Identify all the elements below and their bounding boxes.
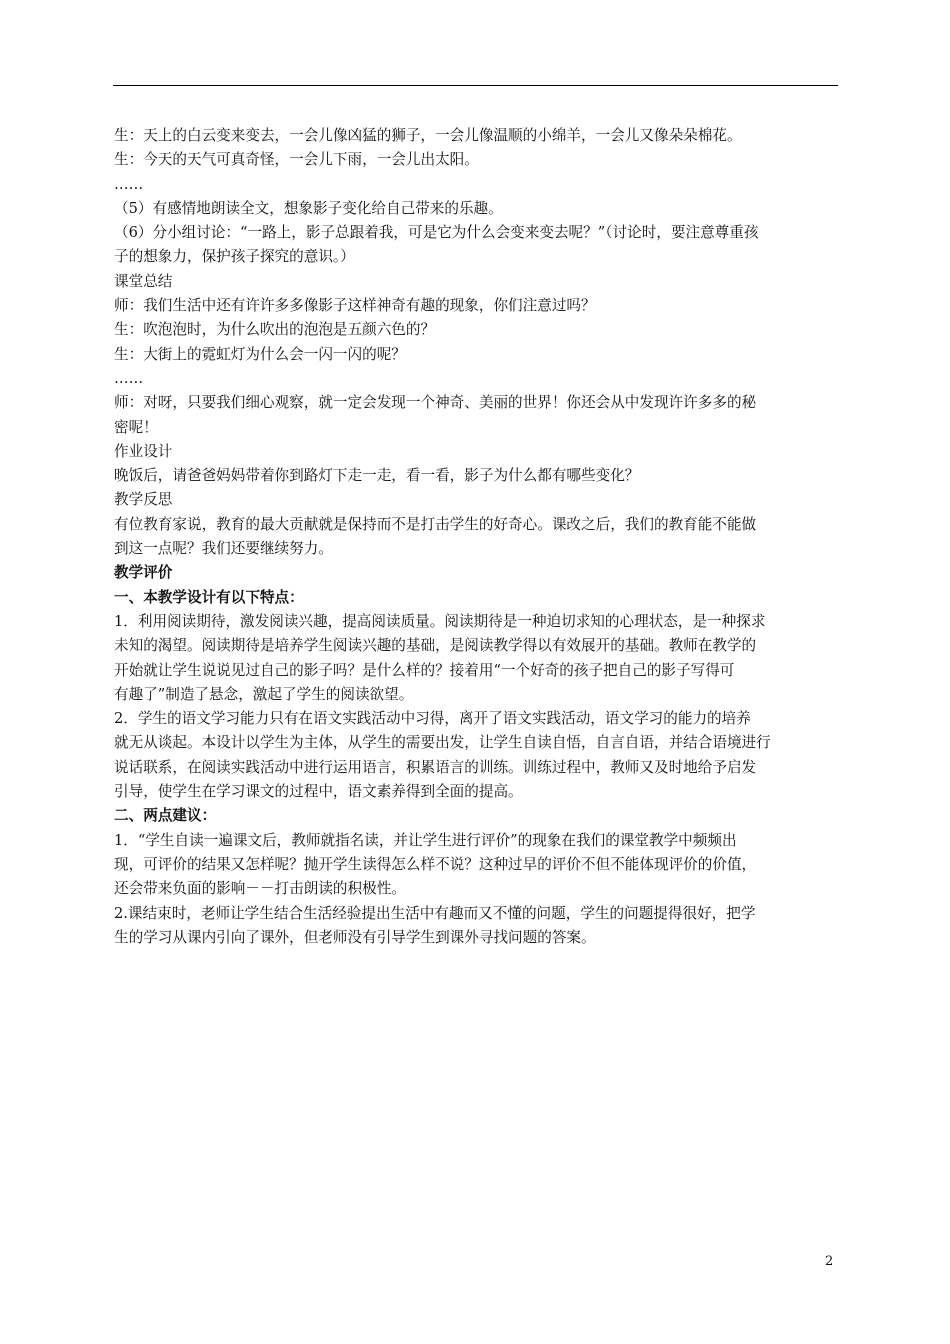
text-line: 生的学习从课内引向了课外，但老师没有引导学生到课外寻找问题的答案。	[114, 928, 596, 946]
text-line: 作业设计	[114, 442, 173, 460]
header-rule	[113, 85, 838, 86]
text-line: 未知的渴望。阅读期待是培养学生阅读兴趣的基础，是阅读教学得以有效展开的基础。教师在教学的	[114, 637, 757, 655]
text-line: 子的想象力，保护孩子探究的意识。）	[114, 248, 355, 266]
text-line: 师：对呀，只要我们细心观察，就一定会发现一个神奇、美丽的世界！你还会从中发现许许多多的秘	[114, 394, 757, 412]
text-line: 现，可评价的结果又怎样呢？抛开学生读得怎么样不说？这种过早的评价不但不能体现评价的价值，	[114, 855, 757, 873]
section-heading: 一、本教学设计有以下特点：	[114, 588, 304, 606]
text-line: 2.课结束时，老师让学生结合生活经验提出生活中有趣而又不懂的问题，学生的问题提得很好，把学	[114, 904, 756, 922]
text-line: 生：大街上的霓虹灯为什么会一闪一闪的呢？	[114, 345, 406, 363]
text-line: （6）分小组讨论：“一路上，影子总跟着我，可是它为什么会变来变去呢？”（讨论时，要注意尊重孩	[114, 224, 759, 242]
text-line: 生：今天的天气可真奇怪，一会儿下雨，一会儿出太阳。	[114, 151, 479, 169]
text-line: 说话联系，在阅读实践活动中进行运用语言，积累语言的训练。训练过程中，教师又及时地给予启发	[114, 758, 757, 776]
text-line: 到这一点呢？我们还要继续努力。	[114, 540, 333, 558]
text-line: 师：我们生活中还有许许多多像影子这样神奇有趣的现象，你们注意过吗？	[114, 297, 596, 315]
text-line: 就无从谈起。本设计以学生为主体，从学生的需要出发，让学生自读自悟，自言自语，并结合语境进行	[114, 734, 771, 752]
section-heading: 教学评价	[114, 564, 173, 582]
text-line: 生：吹泡泡时，为什么吹出的泡泡是五颜六色的？	[114, 321, 436, 339]
text-line: 教学反思	[114, 491, 173, 509]
document-body	[114, 124, 838, 950]
text-line: 密呢！	[114, 418, 158, 436]
text-line: 还会带来负面的影响－－打击朗读的积极性。	[114, 880, 406, 898]
page-number: 2	[825, 1254, 834, 1269]
text-line: 1．“学生自读一遍课文后，教师就指名读，并让学生进行评价”的现象在我们的课堂教学中频频出	[114, 831, 737, 849]
text-line: 有位教育家说，教育的最大贡献就是保持而不是打击学生的好奇心。课改之后，我们的教育能不能做	[114, 515, 757, 533]
text-line: 有趣了”制造了悬念，激起了学生的阅读欲望。	[114, 685, 414, 703]
text-line: 课堂总结	[114, 272, 173, 290]
section-heading: 二、两点建议：	[114, 807, 217, 825]
text-line: （5）有感情地朗读全文，想象影子变化给自己带来的乐趣。	[114, 199, 503, 217]
text-line: 晚饭后，请爸爸妈妈带着你到路灯下走一走，看一看，影子为什么都有哪些变化？	[114, 467, 640, 485]
text-line: 引导，使学生在学习课文的过程中，语文素养得到全面的提高。	[114, 783, 523, 801]
text-line: 开始就让学生说说见过自己的影子吗？是什么样的？接着用“一个好奇的孩子把自己的影子写得可	[114, 661, 735, 679]
text-line: 2．学生的语文学习能力只有在语文实践活动中习得，离开了语文实践活动，语文学习的能力的培养	[114, 710, 751, 728]
text-line: ……	[114, 175, 144, 193]
text-line: ……	[114, 369, 144, 387]
text-line: 生：天上的白云变来变去，一会儿像凶猛的狮子，一会儿像温顺的小绵羊，一会儿又像朵朵棉花。	[114, 127, 742, 144]
text-line: 1．利用阅读期待，激发阅读兴趣，提高阅读质量。阅读期待是一种迫切求知的心理状态，是一种探求	[114, 612, 766, 630]
